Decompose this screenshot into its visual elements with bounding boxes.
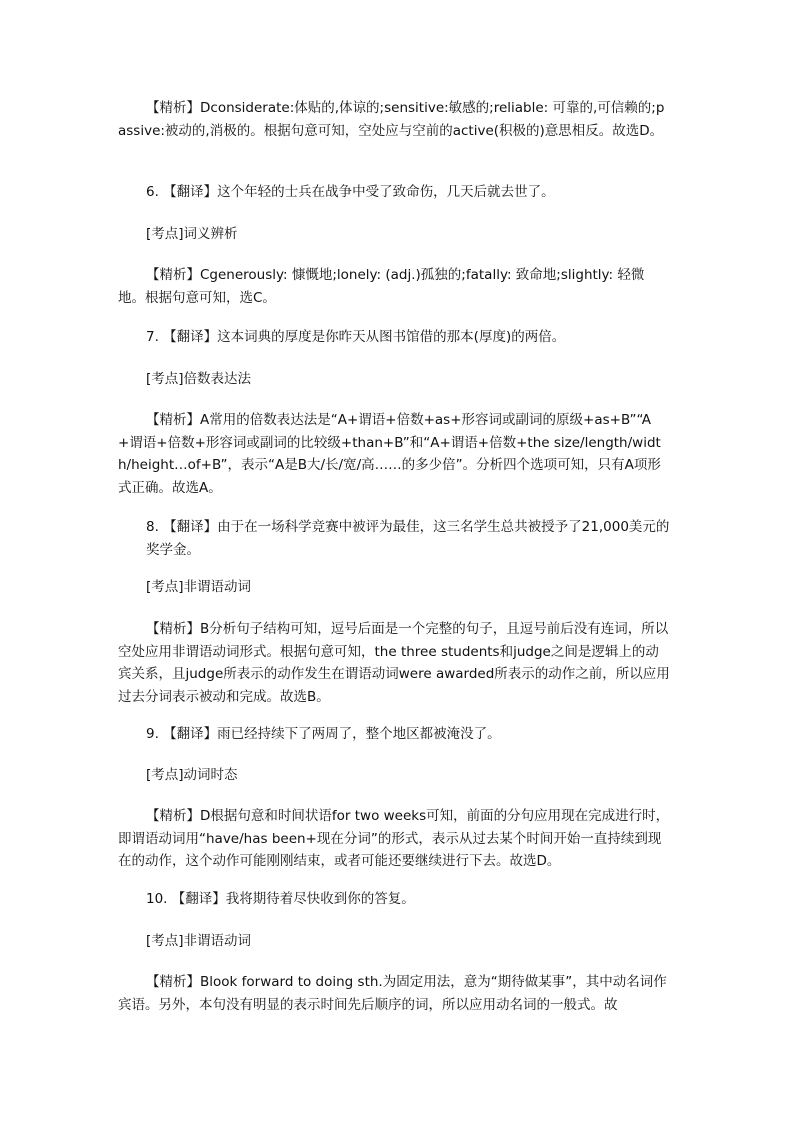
exam-point-7: [考点]倍数表达法 <box>146 371 252 387</box>
translation-paragraph-6: 6. 【翻译】这个年轻的士兵在战争中受了致命伤，几天后就去世了。 <box>146 184 555 200</box>
exam-point-10: [考点]非谓语动词 <box>146 933 252 949</box>
exam-point-8: [考点]非谓语动词 <box>146 579 252 595</box>
translation-paragraph-10: 10. 【翻译】我将期待着尽快收到你的答复。 <box>146 891 415 907</box>
exam-point-6: [考点]词义辨析 <box>146 226 238 242</box>
translation-paragraph-8: 8. 【翻译】由于在一场科学竞赛中被评为最佳，这三名学生总共被授予了21,000美元的奖学金。 <box>146 519 670 558</box>
analysis-paragraph-6: 【精析】Cgenerously: 慷慨地;lonely: (adj.)孤独的;fatally: 致命地;slightly: 轻微地。根据句意可知，选C。 <box>118 267 645 306</box>
analysis-paragraph-5: 【精析】Dconsiderate:体贴的,体谅的;sensitive:敏感的;reliable: 可靠的,可信赖的;passive:被动的,消极的。根据句意可知，空处应与空前的active(积极的)意思相反。故选D。 <box>118 100 665 139</box>
analysis-paragraph-9: 【精析】D根据句意和时间状语for two weeks可知，前面的分句应用现在完成进行时，即谓语动词用“have/has been+现在分词”的形式，表示从过去某个时间开始一直持续到现在的动作，这个动作可能刚刚结束，或者可能还要继续进行下去。故选D。 <box>118 808 670 869</box>
analysis-paragraph-7: 【精析】A常用的倍数表达法是“A+谓语+倍数+as+形容词或副词的原级+as+B”“A+谓语+倍数+形容词或副词的比较级+than+B”和“A+谓语+倍数+the size/length/width/height…of+B”，表示“A是B大/长/宽/高……的多少倍”。分析四个选项可知，只有A项形式正确。故选A。 <box>118 412 661 496</box>
analysis-paragraph-8: 【精析】B分析句子结构可知，逗号后面是一个完整的句子，且逗号前后没有连词，所以空处应用非谓语动词形式。根据句意可知，the three students和judge之间是逻辑上的动宾关系，且judge所表示的动作发生在谓语动词were awarded所表示的动作之前，所以应用过去分词表示被动和完成。故选B。 <box>118 621 670 705</box>
analysis-paragraph-10: 【精析】Blook forward to doing sth.为固定用法，意为“期待做某事”，其中动名词作宾语。另外，本句没有明显的表示时间先后顺序的词，所以应用动名词的一般式。故 <box>118 974 667 1013</box>
exam-point-9: [考点]动词时态 <box>146 767 238 783</box>
translation-paragraph-9: 9. 【翻译】雨已经持续下了两周了，整个地区都被淹没了。 <box>146 726 501 742</box>
translation-paragraph-7: 7. 【翻译】这本词典的厚度是你昨天从图书馆借的那本(厚度)的两倍。 <box>146 329 566 345</box>
